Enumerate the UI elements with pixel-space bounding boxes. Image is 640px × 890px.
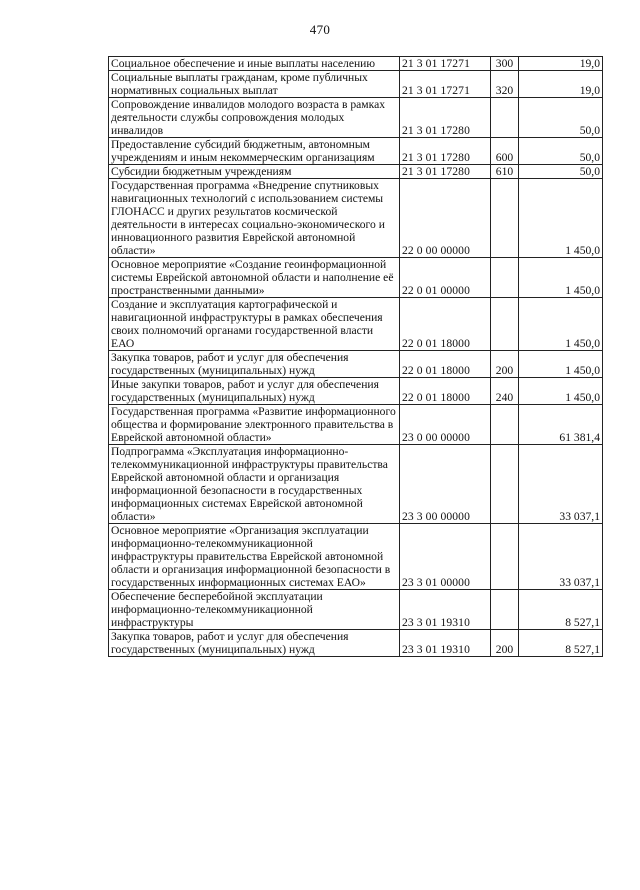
- row-name: Субсидии бюджетным учреждениям: [109, 165, 400, 179]
- row-amount: 50,0: [519, 165, 603, 179]
- row-target-code: 21 3 01 17271: [400, 71, 491, 98]
- table-row: [109, 138, 603, 165]
- row-expense-type: 610: [491, 165, 519, 179]
- row-name: Закупка товаров, работ и услуг для обеспечения государственных (муниципальных) нужд: [109, 630, 400, 657]
- row-expense-type: [491, 524, 519, 590]
- table-row: [109, 405, 603, 445]
- row-expense-type: 600: [491, 138, 519, 165]
- row-amount: 8 527,1: [519, 630, 603, 657]
- row-amount: 61 381,4: [519, 405, 603, 445]
- row-name: Социальное обеспечение и иные выплаты населению: [109, 57, 400, 71]
- row-amount: 33 037,1: [519, 445, 603, 524]
- row-expense-type: [491, 298, 519, 351]
- row-expense-type: 240: [491, 378, 519, 405]
- row-expense-type: [491, 405, 519, 445]
- row-target-code: 23 3 01 00000: [400, 524, 491, 590]
- row-amount: 1 450,0: [519, 298, 603, 351]
- row-amount: 1 450,0: [519, 378, 603, 405]
- row-name: Иные закупки товаров, работ и услуг для обеспечения государственных (муниципальных) нужд: [109, 378, 400, 405]
- table-row: [109, 378, 603, 405]
- row-name: Социальные выплаты гражданам, кроме публичных нормативных социальных выплат: [109, 71, 400, 98]
- row-target-code: 23 0 00 00000: [400, 405, 491, 445]
- row-name: Подпрограмма «Эксплуатация информационно-телекоммуникационной инфраструктуры правительства Еврейской автономной области и организация информационной безопасности в государственных информационных системах Еврейской автономной области»: [109, 445, 400, 524]
- table-row: [109, 258, 603, 298]
- row-amount: 50,0: [519, 138, 603, 165]
- row-target-code: 23 3 00 00000: [400, 445, 491, 524]
- row-target-code: 23 3 01 19310: [400, 630, 491, 657]
- row-expense-type: [491, 179, 519, 258]
- row-amount: 19,0: [519, 57, 603, 71]
- page-number: 470: [309, 22, 331, 37]
- row-target-code: 23 3 01 19310: [400, 590, 491, 630]
- table-row: [109, 298, 603, 351]
- row-name: Предоставление субсидий бюджетным, автономным учреждениям и иным некоммерческим организациям: [109, 138, 400, 165]
- row-target-code: 21 3 01 17280: [400, 138, 491, 165]
- row-name: Обеспечение бесперебойной эксплуатации информационно-телекоммуникационной инфраструктуры: [109, 590, 400, 630]
- table-row: [109, 57, 603, 71]
- table-row: [109, 98, 603, 138]
- row-name: Основное мероприятие «Создание геоинформационной системы Еврейской автономной области и наполнение её пространственными данными»: [109, 258, 400, 298]
- row-amount: 1 450,0: [519, 351, 603, 378]
- table-row: [109, 445, 603, 524]
- budget-table-body: [109, 57, 603, 657]
- row-amount: 50,0: [519, 98, 603, 138]
- row-amount: 1 450,0: [519, 258, 603, 298]
- row-amount: 1 450,0: [519, 179, 603, 258]
- row-target-code: 21 3 01 17271: [400, 57, 491, 71]
- row-name: Сопровождение инвалидов молодого возраста в рамках деятельности службы сопровождения молодых инвалидов: [109, 98, 400, 138]
- row-target-code: 22 0 01 00000: [400, 258, 491, 298]
- row-name: Государственная программа «Развитие информационного общества и формирование электронного правительства в Еврейской автономной области»: [109, 405, 400, 445]
- row-expense-type: [491, 590, 519, 630]
- row-expense-type: [491, 258, 519, 298]
- budget-table: [108, 56, 603, 657]
- row-expense-type: 200: [491, 630, 519, 657]
- row-expense-type: 200: [491, 351, 519, 378]
- row-target-code: 22 0 01 18000: [400, 378, 491, 405]
- row-expense-type: 320: [491, 71, 519, 98]
- table-row: [109, 351, 603, 378]
- row-target-code: 22 0 01 18000: [400, 298, 491, 351]
- row-amount: 8 527,1: [519, 590, 603, 630]
- table-row: [109, 71, 603, 98]
- table-row: [109, 165, 603, 179]
- row-name: Закупка товаров, работ и услуг для обеспечения государственных (муниципальных) нужд: [109, 351, 400, 378]
- row-name: Создание и эксплуатация картографической и навигационной инфраструктуры в рамках обеспечения своих полномочий органами государственной власти ЕАО: [109, 298, 400, 351]
- table-row: [109, 630, 603, 657]
- table-row: [109, 179, 603, 258]
- row-amount: 19,0: [519, 71, 603, 98]
- row-expense-type: [491, 98, 519, 138]
- row-target-code: 21 3 01 17280: [400, 165, 491, 179]
- row-expense-type: [491, 445, 519, 524]
- table-row: [109, 590, 603, 630]
- row-expense-type: 300: [491, 57, 519, 71]
- row-target-code: 22 0 01 18000: [400, 351, 491, 378]
- row-name: Государственная программа «Внедрение спутниковых навигационных технологий с использованием системы ГЛОНАСС и других результатов космической деятельности в интересах социально-экономического и инновационного развития Еврейской автономной области»: [109, 179, 400, 258]
- row-target-code: 22 0 00 00000: [400, 179, 491, 258]
- row-target-code: 21 3 01 17280: [400, 98, 491, 138]
- row-name: Основное мероприятие «Организация эксплуатации информационно-телекоммуникационной инфраструктуры правительства Еврейской автономной области и организация информационной безопасности в государственных информационных системах ЕАО»: [109, 524, 400, 590]
- table-row: [109, 524, 603, 590]
- row-amount: 33 037,1: [519, 524, 603, 590]
